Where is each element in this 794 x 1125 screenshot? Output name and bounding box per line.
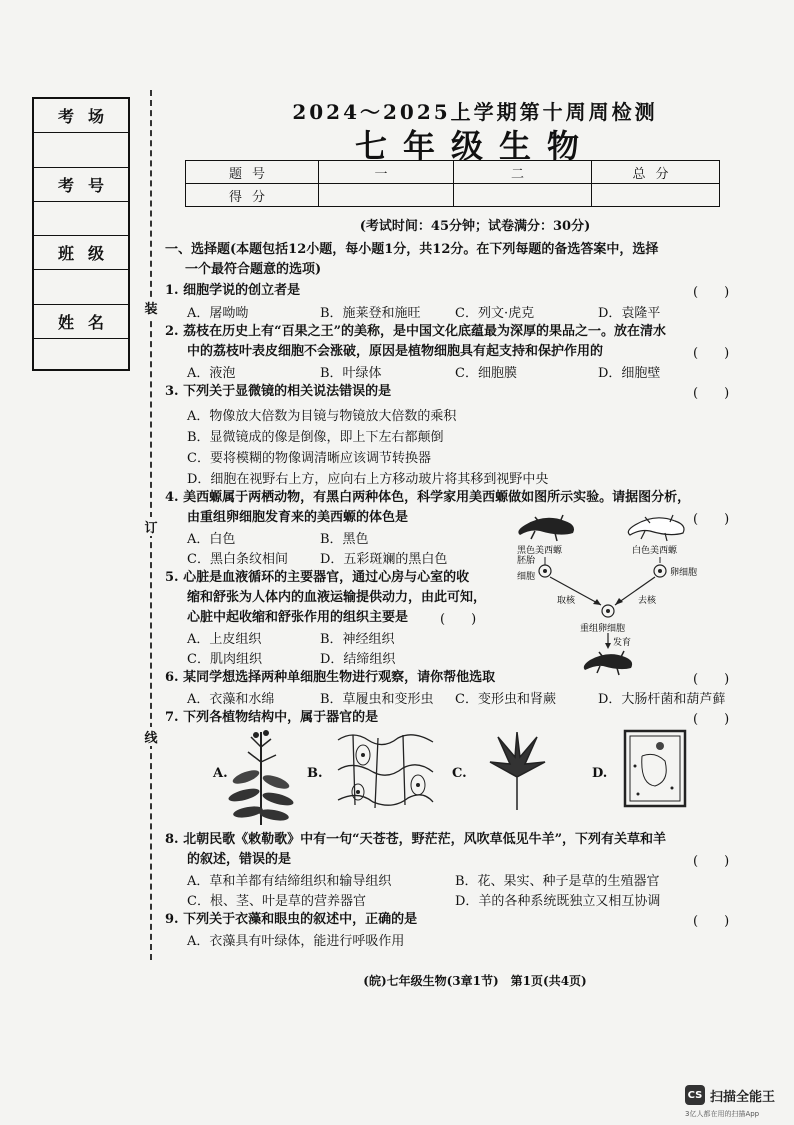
option: B．神经组织 bbox=[320, 632, 395, 647]
option: C．黑白条纹相间 bbox=[187, 552, 288, 567]
table-cell: 二 bbox=[454, 161, 592, 184]
option: D．羊的各种系统既独立又相互协调 bbox=[455, 894, 661, 909]
scanner-app-name: 扫描全能王 bbox=[710, 1090, 776, 1105]
score-field[interactable] bbox=[319, 184, 454, 207]
scanner-app-tagline: 3亿人都在用的扫描App bbox=[685, 1110, 760, 1118]
option: B．黑色 bbox=[320, 532, 369, 547]
option: A．白色 bbox=[187, 532, 236, 547]
option: A．上皮组织 bbox=[187, 632, 262, 647]
answer-blank[interactable]: ( ) bbox=[693, 346, 730, 361]
leaf-illustration bbox=[480, 732, 555, 812]
diagram-label: 卵细胞 bbox=[670, 568, 698, 578]
option: C．细胞膜 bbox=[455, 366, 517, 381]
answer-blank[interactable]: ( ) bbox=[693, 914, 730, 929]
question-stem: 缩和舒张为人体内的血液运输提供动力，由此可知， bbox=[187, 590, 487, 605]
option: A．屠呦呦 bbox=[187, 306, 249, 321]
cs-logo-icon: CS bbox=[685, 1085, 705, 1105]
exam-title: 2024～2025上学期第十周周检测 bbox=[292, 100, 658, 124]
diagram-label: 白色美西螈 bbox=[632, 546, 678, 556]
binding-char: 订 bbox=[143, 517, 159, 536]
option: A．液泡 bbox=[187, 366, 236, 381]
option: C．要将模糊的物像调清晰应该调节转换器 bbox=[187, 451, 431, 466]
nuclear-transfer-diagram bbox=[505, 505, 710, 680]
scanner-watermark bbox=[685, 1085, 793, 1125]
diagram-label: 发育 bbox=[613, 638, 632, 648]
info-cell-name: 姓名 bbox=[34, 305, 128, 339]
info-cell-class: 班级 bbox=[34, 236, 128, 270]
question-stem: 的叙述，错误的是 bbox=[187, 852, 292, 867]
option: D．结缔组织 bbox=[320, 652, 396, 667]
binding-char: 线 bbox=[143, 727, 159, 746]
answer-blank[interactable]: ( ) bbox=[693, 854, 730, 869]
option: C．根、茎、叶是草的营养器官 bbox=[187, 894, 366, 909]
option: B．叶绿体 bbox=[320, 366, 382, 381]
question-stem: 2. 荔枝在历史上有“百果之王”的美称，是中国文化底蕴最为深厚的果品之一。放在清水 bbox=[165, 324, 667, 339]
option: D．袁隆平 bbox=[598, 306, 661, 321]
info-cell-blank bbox=[34, 133, 128, 167]
student-info-panel bbox=[32, 97, 130, 371]
option: B．花、果实、种子是草的生殖器官 bbox=[455, 874, 660, 889]
binding-char: 装 bbox=[143, 298, 159, 317]
question-stem: 9. 下列关于衣藻和眼虫的叙述中，正确的是 bbox=[165, 912, 418, 927]
option: A．衣藻具有叶绿体，能进行呼吸作用 bbox=[187, 934, 405, 949]
option: D. bbox=[592, 766, 608, 781]
answer-blank[interactable]: ( ) bbox=[693, 712, 730, 727]
question-stem: 8. 北朝民歌《敕勒歌》中有一句“天苍苍，野茫茫，风吹草低见牛羊”，下列有关草和羊 bbox=[165, 832, 667, 847]
plant-tissue-illustration bbox=[333, 730, 438, 810]
diagram-label: 重组卵细胞 bbox=[580, 624, 626, 634]
score-table bbox=[185, 160, 720, 207]
diagram-label: 去核 bbox=[638, 596, 657, 606]
answer-blank[interactable]: ( ) bbox=[440, 612, 477, 627]
exam-note: (考试时间：45分钟；试卷满分：30分) bbox=[359, 219, 591, 234]
question-stem: 4. 美西螈属于两栖动物，有黑白两种体色，科学家用美西螈做如图所示实验。请据图分析， bbox=[165, 490, 691, 505]
question-stem: 中的荔枝叶表皮细胞不会涨破，原因是植物细胞具有起支持和保护作用的 bbox=[187, 344, 604, 359]
answer-blank[interactable]: ( ) bbox=[693, 512, 730, 527]
diagram-label: 黑色美西螈 bbox=[517, 546, 563, 556]
option: A. bbox=[213, 766, 228, 781]
score-field[interactable] bbox=[454, 184, 592, 207]
diagram-label: 胚胎 bbox=[517, 556, 536, 566]
info-cell-exam-number: 考号 bbox=[34, 168, 128, 202]
question-stem: 6. 某同学想选择两种单细胞生物进行观察，请你帮他选取 bbox=[165, 670, 496, 685]
option: C．肌肉组织 bbox=[187, 652, 262, 667]
option: C．变形虫和肾蕨 bbox=[455, 692, 556, 707]
question-stem: 1. 细胞学说的创立者是 bbox=[165, 283, 301, 298]
option: A．草和羊都有结缔组织和输导组织 bbox=[187, 874, 392, 889]
subject-title: 七年级生物 bbox=[354, 127, 595, 165]
option: A．衣藻和水绵 bbox=[187, 692, 275, 707]
info-cell-blank bbox=[34, 202, 128, 236]
question-stem: 5. 心脏是血液循环的主要器官，通过心房与心室的收 bbox=[165, 570, 470, 585]
answer-blank[interactable]: ( ) bbox=[693, 285, 730, 300]
info-cell-blank bbox=[34, 270, 128, 304]
option: B. bbox=[307, 766, 323, 781]
section-heading: 一、选择题(本题包括12小题，每小题1分，共12分。在下列每题的备选答案中，选择 bbox=[165, 242, 659, 257]
plant-cell-illustration bbox=[620, 726, 690, 811]
plant-whole-illustration bbox=[226, 727, 296, 827]
score-field[interactable] bbox=[592, 184, 720, 207]
answer-blank[interactable]: ( ) bbox=[693, 672, 730, 687]
table-cell: 得分 bbox=[186, 184, 319, 207]
score-table-header-row bbox=[186, 161, 720, 184]
score-table-score-row bbox=[186, 184, 720, 207]
table-cell: 题号 bbox=[186, 161, 319, 184]
question-stem: 心脏中起收缩和舒张作用的组织主要是 bbox=[187, 610, 409, 625]
option: B．显微镜成的像是倒像，即上下左右都颠倒 bbox=[187, 430, 444, 445]
info-cell-blank bbox=[34, 339, 128, 373]
option: B．草履虫和变形虫 bbox=[320, 692, 434, 707]
option: C．列文·虎克 bbox=[455, 306, 535, 321]
table-cell: 总分 bbox=[592, 161, 720, 184]
option: D．细胞壁 bbox=[598, 366, 661, 381]
question-stem: 7. 下列各植物结构中，属于器官的是 bbox=[165, 710, 379, 725]
diagram-label: 细胞 bbox=[517, 572, 536, 582]
option: D．细胞在视野右上方，应向右上方移动玻片将其移到视野中央 bbox=[187, 472, 549, 487]
option: D．五彩斑斓的黑白色 bbox=[320, 552, 448, 567]
question-stem: 3. 下列关于显微镜的相关说法错误的是 bbox=[165, 384, 392, 399]
answer-blank[interactable]: ( ) bbox=[693, 386, 730, 401]
option: B．施莱登和施旺 bbox=[320, 306, 421, 321]
diagram-label: 取核 bbox=[557, 596, 576, 606]
option: D．大肠杆菌和葫芦藓 bbox=[598, 692, 726, 707]
page-footer: (皖)七年级生物(3章1节) 第1页(共4页) bbox=[363, 974, 587, 988]
info-cell-exam-room: 考场 bbox=[34, 99, 128, 133]
option: A．物像放大倍数为目镜与物镜放大倍数的乘积 bbox=[187, 409, 457, 424]
option: C. bbox=[452, 766, 467, 781]
section-heading: 一个最符合题意的选项) bbox=[185, 262, 322, 277]
table-cell: 一 bbox=[319, 161, 454, 184]
question-stem: 由重组卵细胞发育来的美西螈的体色是 bbox=[187, 510, 409, 525]
